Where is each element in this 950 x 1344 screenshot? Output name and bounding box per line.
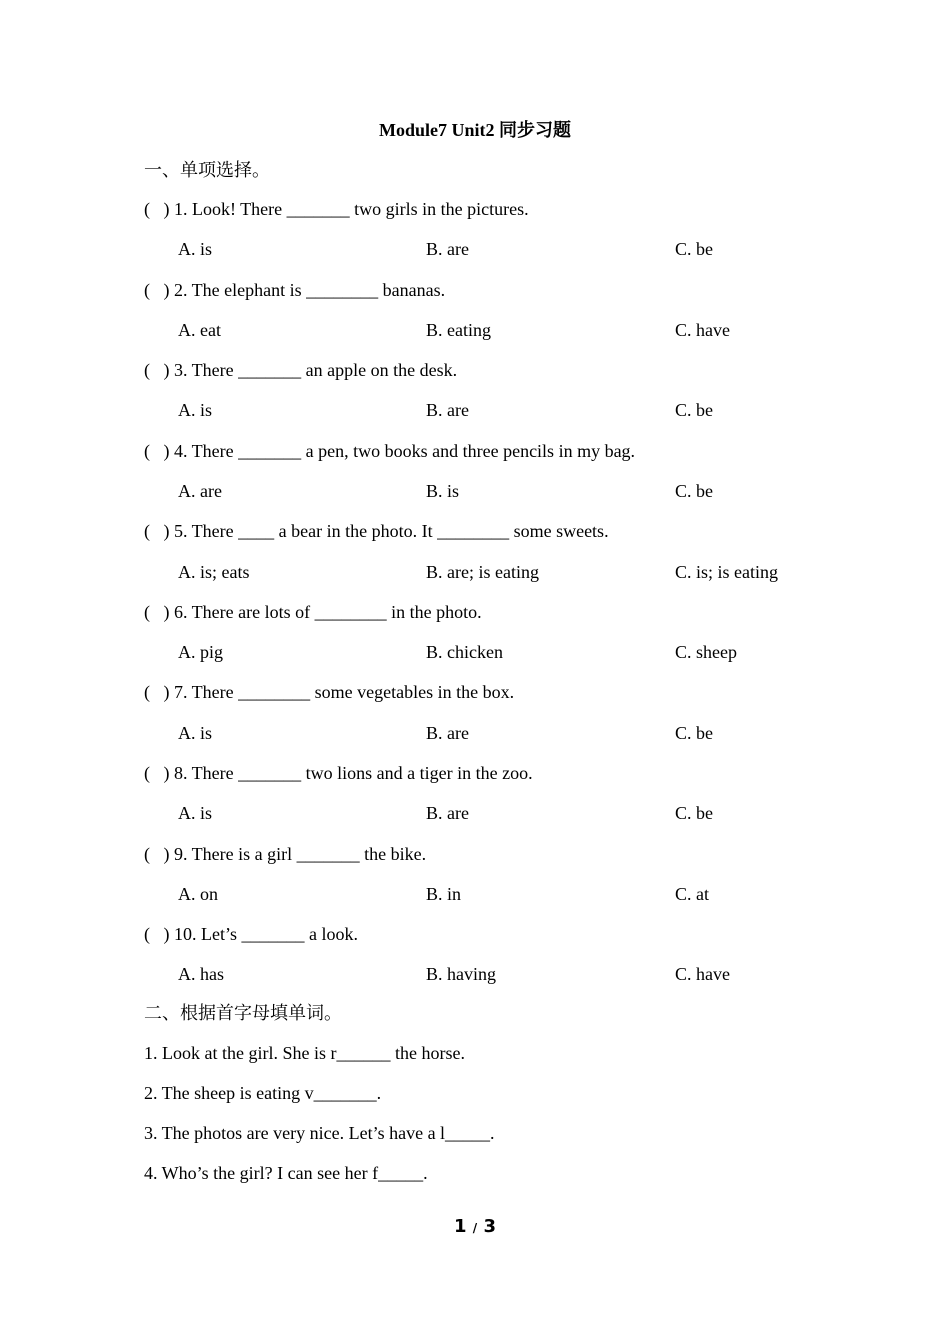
question-4-stem: ( ) 4. There _______ a pen, two books and three pencils in my bag.	[144, 441, 636, 461]
question-3-option-c: C. be	[675, 400, 713, 420]
page-separator: /	[472, 1221, 478, 1235]
section-2-heading: 二、根据首字母填单词。	[144, 1003, 342, 1023]
question-9-option-c: C. at	[675, 884, 709, 904]
question-6-option-c: C. sheep	[675, 642, 737, 662]
question-2-option-a: A. eat	[178, 320, 221, 340]
question-2-option-c: C. have	[675, 320, 730, 340]
question-3-option-b: B. are	[426, 400, 469, 420]
section-1-heading: 一、单项选择。	[144, 160, 270, 180]
question-7-option-a: A. is	[178, 723, 213, 743]
question-1-option-b: B. are	[426, 239, 469, 259]
question-3-stem: ( ) 3. There _______ an apple on the desk.	[144, 360, 458, 380]
question-2-option-b: B. eating	[426, 320, 491, 340]
question-6-option-b: B. chicken	[426, 642, 503, 662]
fill-item-3: 3. The photos are very nice. Let’s have a l_____.	[144, 1123, 495, 1143]
question-1-option-a: A. is	[178, 239, 213, 259]
question-7-stem: ( ) 7. There ________ some vegetables in the box.	[144, 682, 515, 702]
question-6-stem: ( ) 6. There are lots of ________ in the photo.	[144, 602, 482, 622]
question-5-option-c: C. is; is eating	[675, 562, 778, 582]
question-6-option-a: A. pig	[178, 642, 223, 662]
question-10-option-a: A. has	[178, 964, 224, 984]
question-8-option-b: B. are	[426, 803, 469, 823]
question-4-option-a: A. are	[178, 481, 222, 501]
question-9-option-a: A. on	[178, 884, 218, 904]
question-8-option-a: A. is	[178, 803, 213, 823]
page-current: 1	[453, 1216, 467, 1237]
question-7-option-c: C. be	[675, 723, 713, 743]
page-title: Module7 Unit2 同步习题	[378, 120, 571, 140]
question-8-stem: ( ) 8. There _______ two lions and a tiger in the zoo.	[144, 763, 533, 783]
question-1-stem: ( ) 1. Look! There _______ two girls in the pictures.	[144, 199, 529, 219]
question-10-stem: ( ) 10. Let’s _______ a look.	[144, 924, 358, 944]
fill-item-4: 4. Who’s the girl? I can see her f_____.	[144, 1163, 428, 1183]
question-2-stem: ( ) 2. The elephant is ________ bananas.	[144, 280, 446, 300]
question-5-option-b: B. are; is eating	[426, 562, 539, 582]
question-7-option-b: B. are	[426, 723, 469, 743]
question-4-option-b: B. is	[426, 481, 460, 501]
question-5-option-a: A. is; eats	[178, 562, 250, 582]
fill-item-2: 2. The sheep is eating v_______.	[144, 1083, 382, 1103]
question-5-stem: ( ) 5. There ____ a bear in the photo. It ________ some sweets.	[144, 521, 609, 541]
question-9-option-b: B. in	[426, 884, 462, 904]
question-1-option-c: C. be	[675, 239, 713, 259]
question-8-option-c: C. be	[675, 803, 713, 823]
page-total: 3	[483, 1216, 496, 1237]
fill-item-1: 1. Look at the girl. She is r______ the horse.	[144, 1043, 465, 1063]
question-10-option-b: B. having	[426, 964, 496, 984]
question-3-option-a: A. is	[178, 400, 213, 420]
page-number	[0, 1215, 950, 1240]
question-10-option-c: C. have	[675, 964, 730, 984]
question-9-stem: ( ) 9. There is a girl _______ the bike.	[144, 844, 427, 864]
question-4-option-c: C. be	[675, 481, 713, 501]
